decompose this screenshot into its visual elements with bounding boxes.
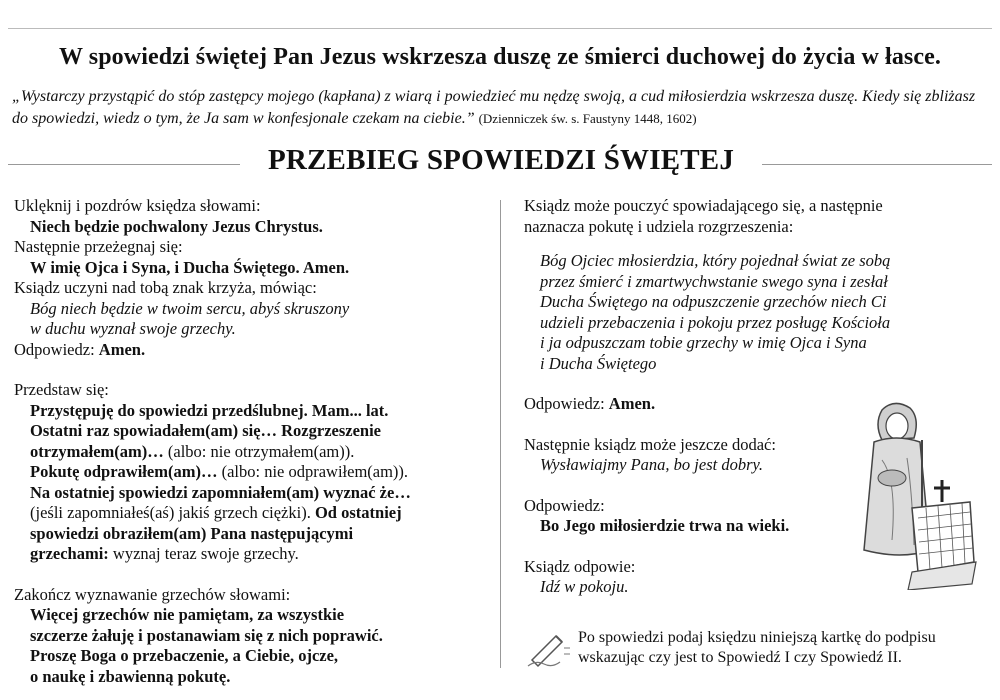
finish-line-2: szczerze żałuję i postanawiam się z nich poprawić. (30, 625, 383, 645)
intro-line-8-note: wyznaj teraz swoje grzechy. (112, 544, 299, 563)
cross-instruction: Następnie przeżegnaj się: (14, 237, 183, 256)
answer-label: Odpowiedz: (524, 394, 605, 413)
intro-line-1: Przystępuję do spowiedzi przedślubnej. Mam... lat. (30, 400, 389, 420)
intro-line-8 (14, 544, 494, 565)
finish-line-3: Proszę Boga o przebaczenie, a Ciebie, ojcze, (30, 646, 339, 665)
intro-line-4-note: (albo: nie odprawiłem(am)). (221, 462, 409, 481)
introduce-instruction: Przedstaw się: (14, 380, 109, 399)
absolution-line-5: i ja odpuszczam tobie grzechy w imię Ojca i Syna (540, 333, 867, 352)
intro-line-3-note: (albo: nie otrzymałem(am)). (167, 441, 355, 461)
amen-text: Amen. (608, 394, 656, 413)
priest-confessional-illustration (852, 400, 982, 590)
section-title: PRZEBIEG SPOWIEDZI ŚWIĘTEJ (267, 144, 735, 176)
left-column (14, 196, 494, 687)
praise-line: Wysławiajmy Pana, bo jest dobry. (540, 455, 764, 474)
answer-amen-1 (14, 340, 494, 361)
answer-label: Odpowiedz: (14, 339, 95, 359)
intro-line-6-note: (jeśli zapomniałeś(aś) jakiś grzech ciężki). (30, 503, 311, 522)
absolution-line-3: Ducha Świętego na odpuszczenie grzechów niech Ci (540, 292, 887, 311)
go-in-peace: Idź w pokoju. (540, 577, 629, 596)
absolution-line-4: udzieli przebaczenia i pokoju przez posługę Kościoła (540, 312, 891, 332)
intro-line-3 (14, 442, 494, 463)
title-rule-right (762, 164, 992, 165)
pen-signature-icon (526, 630, 570, 668)
absolution-line-1: Bóg Ojciec młosierdzia, który pojednał świat ze sobą (540, 251, 891, 270)
priest-instruct-line-1: Ksiądz może pouczyć spowiadającego się, a następnie (524, 196, 883, 215)
footnote (526, 628, 996, 668)
headline: W spowiedzi świętej Pan Jezus wskrzesza duszę ze śmierci duchowej do życia w łasce. (59, 44, 941, 70)
title-rule-left (8, 164, 240, 165)
blessing-line-1: Bóg niech będzie w twoim sercu, abyś skruszony (30, 298, 350, 318)
intro-line-2: Ostatni raz spowiadałem(am) się… Rozgrzeszenie (30, 421, 382, 440)
quote-source: (Dzienniczek św. s. Faustyny 1448, 1602) (478, 111, 697, 126)
finish-line-4: o naukę i zbawienną pokutę. (30, 666, 231, 686)
priest-sign-instruction: Ksiądz uczyni nad tobą znak krzyża, mówiąc: (14, 278, 317, 297)
priest-answers-instruction: Ksiądz odpowie: (524, 556, 636, 576)
absolution-line-6: i Ducha Świętego (540, 353, 657, 373)
finish-line-1: Więcej grzechów nie pamiętam, za wszystkie (30, 605, 345, 624)
intro-line-3-bold: otrzymałem(am)… (30, 441, 164, 461)
intro-line-6 (14, 503, 494, 524)
answer-label-2: Odpowiedz: (524, 495, 605, 515)
priest-instruct-line-2: naznacza pokutę i udziela rozgrzeszenia: (524, 216, 794, 236)
column-divider (500, 200, 501, 668)
greeting-praised: Niech będzie pochwalony Jezus Chrystus. (30, 216, 323, 236)
may-add-instruction: Następnie ksiądz może jeszcze dodać: (524, 434, 776, 454)
blessing-line-2: w duchu wyznał swoje grzechy. (30, 319, 236, 338)
mercy-line: Bo Jego miłosierdzie trwa na wieki. (540, 516, 790, 535)
faustyna-quote (12, 86, 990, 130)
absolution-line-2: przez śmierć i zmartwychwstanie swego syna i zesłał (540, 271, 888, 291)
intro-line-8-bold: grzechami: (30, 544, 109, 563)
title-row (0, 144, 1000, 180)
intro-line-7: spowiedzi obraziłem(am) Pana następującymi (30, 523, 354, 543)
top-rule (8, 28, 992, 29)
quote-text: „Wystarczy przystąpić do stóp zastępcy mojego (kapłana) z wiarą i powiedzieć mu nędzę swoją, a cud miłosierdzia wskrzesza duszę. Kiedy się zbliżasz do spowiedzi, wiedz o tym, że Ja sam w konfesjonale czekam na ciebie.” (12, 88, 976, 127)
amen-text: Amen. (98, 339, 146, 359)
footnote-line-1: Po spowiedzi podaj księdzu niniejszą kartkę do podpisu (578, 629, 936, 646)
sign-of-cross: W imię Ojca i Syna, i Ducha Świętego. Amen. (30, 257, 350, 277)
intro-line-4 (14, 462, 494, 483)
finish-instruction: Zakończ wyznawanie grzechów słowami: (14, 584, 291, 604)
footnote-line-2: wskazując czy jest to Spowiedź I czy Spowiedź II. (578, 649, 902, 666)
intro-line-6-bold: Od ostatniej (314, 503, 402, 522)
intro-line-4-bold: Pokutę odprawiłem(am)… (30, 462, 218, 481)
kneel-instruction: Uklęknij i pozdrów księdza słowami: (14, 196, 261, 215)
intro-line-5: Na ostatniej spowiedzi zapomniałem(am) wyznać że… (30, 482, 411, 502)
